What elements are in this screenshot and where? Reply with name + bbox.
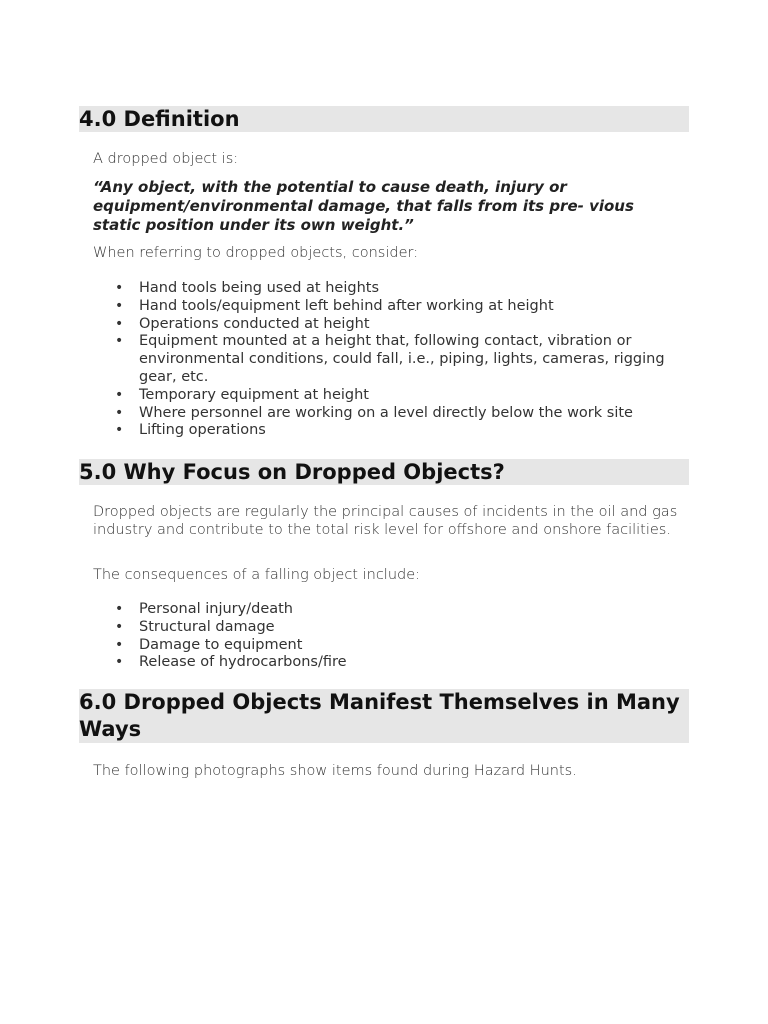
list-item: • Temporary equipment at height	[115, 386, 369, 403]
consider-list	[93, 280, 683, 440]
bullet-icon: •	[115, 636, 124, 653]
list-item: • Damage to equipment	[115, 636, 303, 653]
bullet-icon: •	[115, 280, 124, 296]
list-item: • Equipment mounted at a height that, following contact, vibration or environmental conditions, could fall, i.e., piping, lights, cameras, rigging gear, etc.	[115, 333, 665, 385]
bullet-icon: •	[115, 654, 124, 671]
bullet-icon: •	[115, 601, 124, 617]
consequences-list	[93, 601, 683, 672]
list-item: • Hand tools being used at heights	[115, 280, 380, 296]
consider-intro: When referring to dropped objects, consider:	[93, 245, 419, 261]
section-heading-definition: 4.0 Definition	[79, 106, 689, 132]
manifest-paragraph: The following photographs show items found during Hazard Hunts.	[93, 763, 577, 779]
definition-quote: “Any object, with the potential to cause death, injury or equipment/environmental damage, that falls from its pre- vious static position under its own weight.”	[93, 178, 634, 234]
list-item: • Where personnel are working on a level directly below the work site	[115, 404, 633, 421]
list-item: • Lifting operations	[115, 422, 266, 439]
list-item: • Release of hydrocarbons/fire	[115, 654, 347, 671]
why-focus-paragraph: Dropped objects are regularly the principal causes of incidents in the oil and gas industry and contribute to the total risk level for offshore and onshore facilities.	[93, 504, 678, 538]
list-item: • Structural damage	[115, 618, 275, 635]
consequences-intro: The consequences of a falling object include:	[93, 567, 421, 583]
bullet-icon: •	[115, 404, 124, 421]
section-heading-manifest: 6.0 Dropped Objects Manifest Themselves in Many Ways	[79, 689, 689, 743]
bullet-icon: •	[115, 297, 124, 314]
list-item: • Operations conducted at height	[115, 315, 370, 332]
bullet-icon: •	[115, 386, 124, 403]
definition-intro: A dropped object is:	[93, 151, 239, 167]
list-item: • Personal injury/death	[115, 601, 293, 617]
section-heading-why-focus: 5.0 Why Focus on Dropped Objects?	[79, 459, 689, 485]
bullet-icon: •	[115, 315, 124, 332]
list-item: • Hand tools/equipment left behind after working at height	[115, 297, 554, 314]
bullet-icon: •	[115, 618, 124, 635]
bullet-icon: •	[115, 422, 124, 439]
bullet-icon: •	[115, 333, 124, 350]
